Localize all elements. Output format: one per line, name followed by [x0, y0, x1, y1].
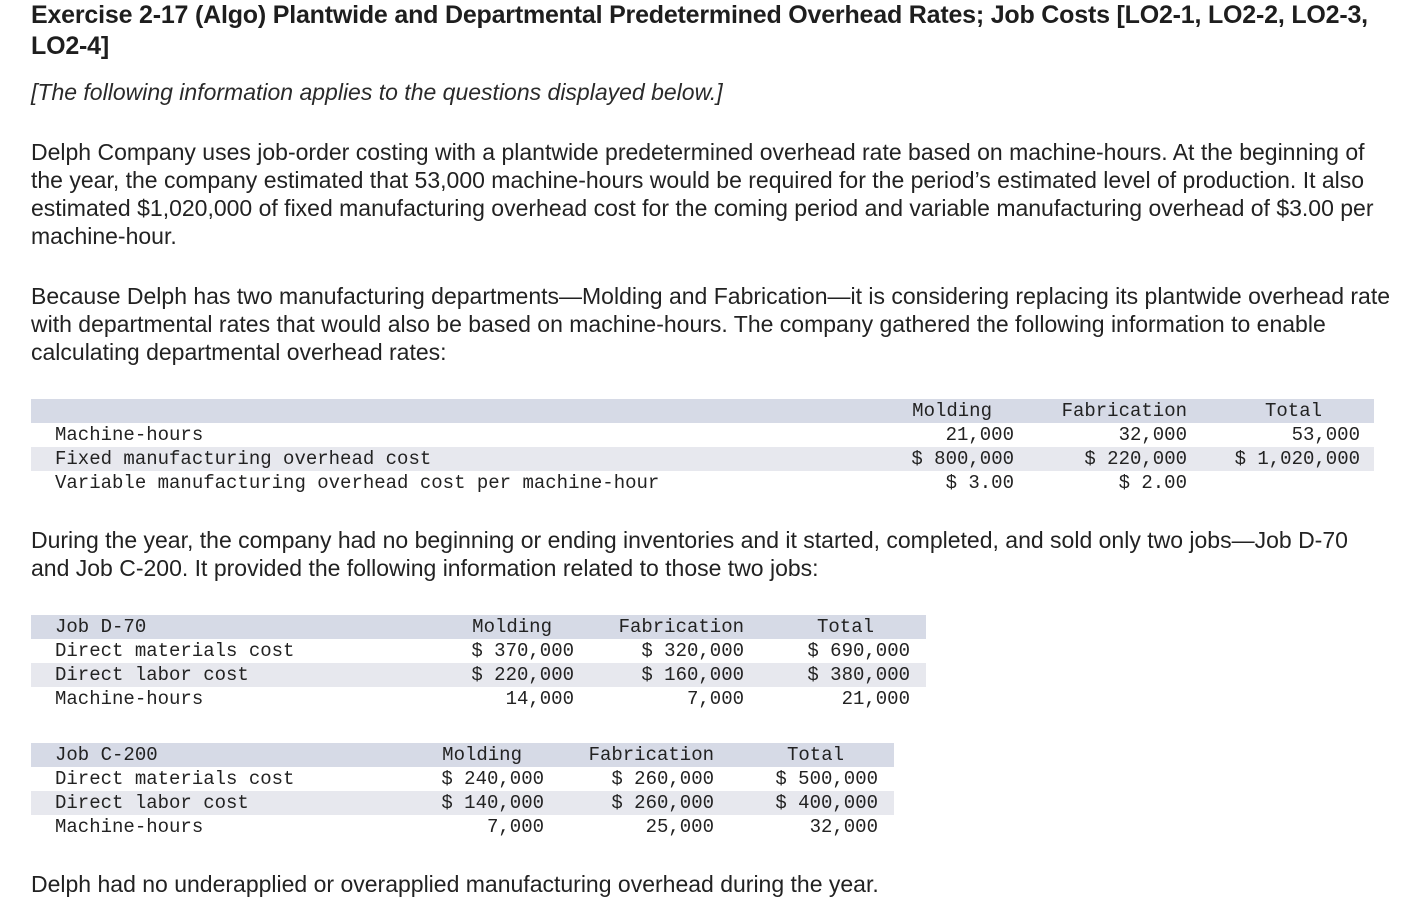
row-label: Fixed manufacturing overhead cost [31, 447, 881, 471]
header-total: Total [744, 615, 910, 639]
row-label: Direct labor cost [31, 663, 452, 687]
job-c200-table [31, 743, 894, 839]
paragraph-jobs: During the year, the company had no beginning or ending inventories and it started, completed, and sold only two jobs—Job D-70 and Job C-200. It provided the following information related to those two jobs: [31, 527, 1348, 581]
table-header-row [31, 399, 1374, 423]
cell-value: $ 400,000 [714, 791, 878, 815]
intro-note: [The following information applies to the questions displayed below.] [31, 79, 723, 105]
table-row [31, 767, 894, 791]
paragraph-plantwide: Delph Company uses job-order costing with a plantwide predetermined overhead rate based on machine-hours. At the beginning of the year, the company estimated that 53,000 machine-hours would be required for the period’s estimated level of production. It also estimated $1,020,000 of fixed manufacturing overhead cost for the coming period and variable manufacturing overhead of $3.00 per machine-hour. [31, 139, 1374, 249]
header-molding: Molding [422, 743, 544, 767]
exercise-title: Exercise 2-17 (Algo) Plantwide and Departmental Predetermined Overhead Rates; Job Costs [LO2-1, LO2-2, LO2-3, LO2-4] [31, 1, 1368, 60]
paragraph-conclusion: Delph had no underapplied or overapplied manufacturing overhead during the year. [31, 871, 879, 897]
header-fabrication: Fabrication [574, 615, 744, 639]
cell-value: $ 1,020,000 [1187, 447, 1360, 471]
cell-value: $ 380,000 [744, 663, 910, 687]
header-molding: Molding [452, 615, 574, 639]
header-molding: Molding [881, 399, 1014, 423]
table-row [31, 639, 926, 663]
cell-value: $ 690,000 [807, 640, 910, 662]
cell-value: $ 220,000 [452, 663, 574, 687]
cell-value: $ 160,000 [574, 663, 744, 687]
row-label: Direct materials cost [55, 640, 295, 662]
table-row [31, 447, 1374, 471]
job-d70-table [31, 615, 926, 711]
cell-value: $ 260,000 [611, 768, 714, 790]
cell-value: $ 800,000 [881, 447, 1014, 471]
cell-value: 25,000 [645, 816, 714, 838]
cell-value: $ 500,000 [775, 768, 878, 790]
header-total: Total [1187, 399, 1360, 423]
header-job-d70: Job D-70 [31, 615, 452, 639]
table-header-row [31, 615, 926, 639]
cell-value: $ 260,000 [544, 791, 714, 815]
cell-value: $ 320,000 [641, 640, 744, 662]
table-row [31, 423, 1374, 447]
cell-value: $ 370,000 [471, 640, 574, 662]
cell-value [1187, 471, 1360, 495]
cell-value: 32,000 [1118, 424, 1187, 446]
row-label: Direct labor cost [31, 791, 422, 815]
header-fabrication: Fabrication [1014, 399, 1187, 423]
cell-value: 7,000 [486, 816, 544, 838]
cell-value: 21,000 [841, 688, 910, 710]
row-label: Variable manufacturing overhead cost per machine-hour [55, 472, 660, 494]
cell-value: $ 240,000 [441, 768, 544, 790]
cell-value: $ 2.00 [1118, 472, 1187, 494]
row-label: Machine-hours [55, 424, 204, 446]
header-blank [31, 399, 881, 423]
cell-value: 14,000 [505, 688, 574, 710]
row-label: Machine-hours [55, 816, 204, 838]
header-fabrication: Fabrication [544, 743, 714, 767]
table-row [31, 791, 894, 815]
cell-value: $ 140,000 [422, 791, 544, 815]
table-row [31, 687, 926, 711]
table-row [31, 815, 894, 839]
header-job-c200: Job C-200 [31, 743, 422, 767]
cell-value: $ 3.00 [945, 472, 1014, 494]
departmental-data-table [31, 399, 1374, 495]
cell-value: 21,000 [945, 424, 1014, 446]
table-row [31, 663, 926, 687]
row-label: Machine-hours [55, 688, 204, 710]
table-header-row [31, 743, 894, 767]
cell-value: 7,000 [686, 688, 744, 710]
cell-value: $ 220,000 [1014, 447, 1187, 471]
cell-value: 32,000 [809, 816, 878, 838]
cell-value: 53,000 [1291, 424, 1360, 446]
header-total: Total [714, 743, 878, 767]
row-label: Direct materials cost [55, 768, 295, 790]
table-row [31, 471, 1374, 495]
paragraph-departments: Because Delph has two manufacturing departments—Molding and Fabrication—it is considering replacing its plantwide overhead rate with departmental rates that would also be based on machine-hours. The company gathered the following information to enable calculating departmental overhead rates: [31, 283, 1391, 365]
